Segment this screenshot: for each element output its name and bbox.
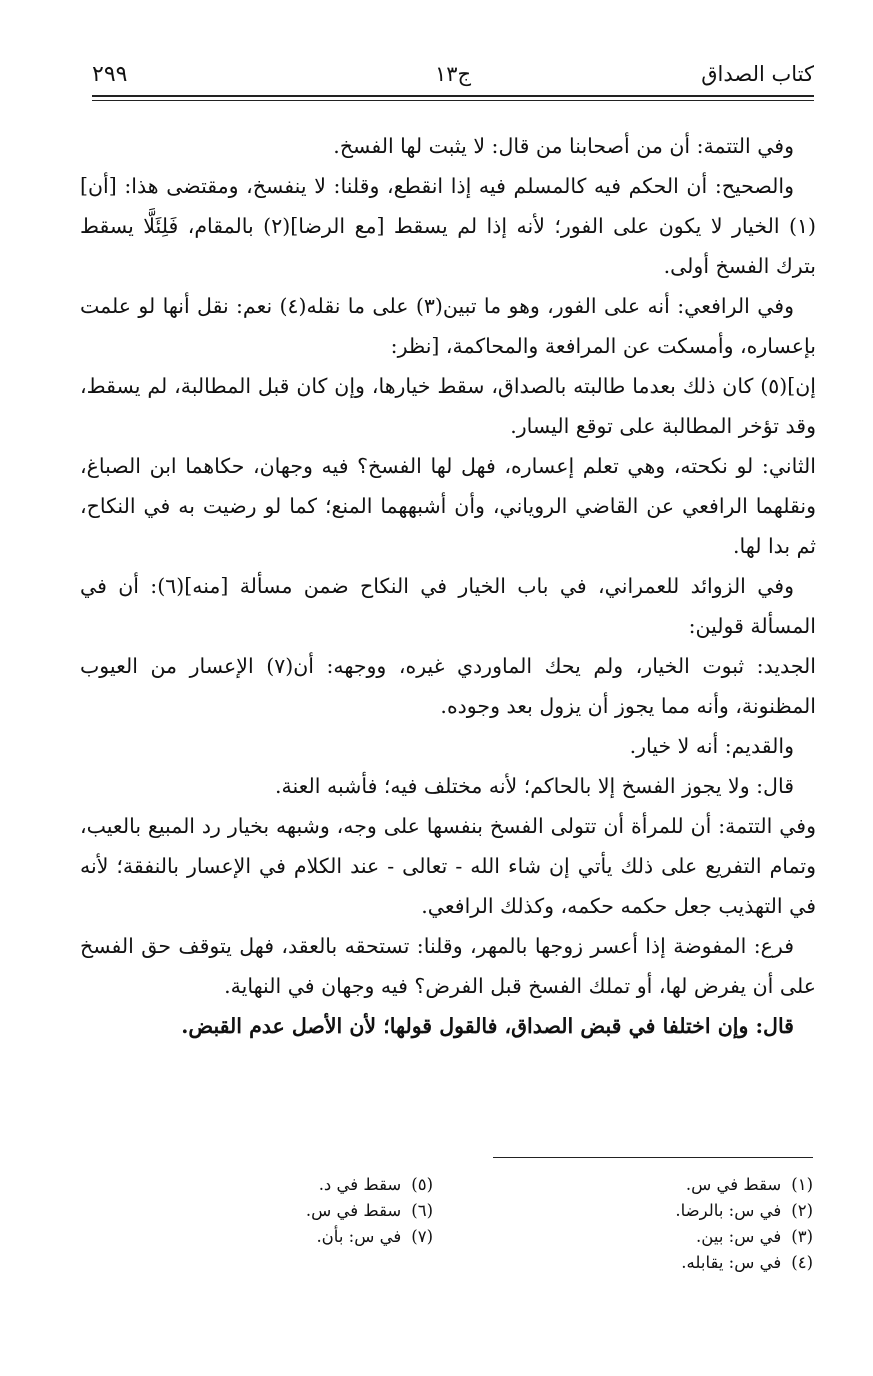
footnote-number: (٧) <box>411 1227 433 1246</box>
paragraph: وفي الرافعي: أنه على الفور، وهو ما تبين(٣) على ما نقله(٤) نعم: نقل أنها لو علمت بإعساره، وأمسكت عن المرافعة والمحاكمة، [نظر: <box>80 294 816 358</box>
footnote <box>173 1198 433 1224</box>
footnote-rule <box>493 1157 813 1158</box>
header-rule-thick <box>92 95 814 97</box>
footnote-number: (٢) <box>791 1201 813 1220</box>
volume-label: ج١٣ <box>434 62 472 86</box>
footnote <box>173 1172 433 1198</box>
paragraph: فرع: المفوضة إذا أعسر زوجها بالمهر، وقلنا: تستحقه بالعقد، فهل يتوقف حق الفسخ على أن يفرض لها، أو تملك الفسخ قبل الفرض؟ فيه وجهان في النهاية. <box>80 934 816 998</box>
footnote <box>513 1224 813 1250</box>
footnote <box>173 1224 433 1250</box>
footnote-text: في س: يقابله. <box>681 1253 782 1272</box>
footnote <box>513 1198 813 1224</box>
footnote-number: (٥) <box>411 1175 433 1194</box>
footnote-text: في س: بأن. <box>316 1227 402 1246</box>
footnote-number: (١) <box>791 1175 813 1194</box>
footnotes-column-left <box>173 1172 433 1250</box>
footnote-number: (٦) <box>411 1201 433 1220</box>
paragraph: إن](٥) كان ذلك بعدما طالبته بالصداق، سقط خيارها، وإن كان قبل المطالبة، لم يسقط، وقد تؤخر المطالبة على توقع اليسار. <box>80 374 816 438</box>
paragraph: قال: ولا يجوز الفسخ إلا بالحاكم؛ لأنه مختلف فيه؛ فأشبه العنة. <box>274 774 794 798</box>
footnote-text: سقط في د. <box>318 1175 402 1194</box>
paragraph: الجديد: ثبوت الخيار، ولم يحك الماوردي غيره، ووجهه: أن(٧) الإعسار من العيوب المظنونة، وأنه مما يجوز أن يزول بعد وجوده. <box>80 654 816 718</box>
footnote-text: في س: بين. <box>696 1227 782 1246</box>
footnotes-column-right <box>513 1172 813 1276</box>
paragraph: والقديم: أنه لا خيار. <box>629 734 794 758</box>
footnote-text: سقط في س. <box>685 1175 782 1194</box>
paragraph: والصحيح: أن الحكم فيه كالمسلم فيه إذا انقطع، وقلنا: لا ينفسخ، ومقتضى هذا: [أن](١) الخيار لا يكون على الفور؛ لأنه إذا لم يسقط [مع الرضا](٢) بالمقام، فَلِئَلَّا يسقط بترك الفسخ أولى. <box>80 174 816 278</box>
matn-paragraph: قال: وإن اختلفا في قبض الصداق، فالقول قولها؛ لأن الأصل عدم القبض. <box>181 1014 794 1038</box>
footnote-text: في س: بالرضا. <box>675 1201 782 1220</box>
footnote <box>513 1172 813 1198</box>
paragraph: وفي التتمة: أن للمرأة أن تتولى الفسخ بنفسها على وجه، وشبهه بخيار رد المبيع بالعيب، وتمام التفريع على ذلك يأتي إن شاء الله - تعالى - عند الكلام في الإعسار بالنفقة؛ لأنه في التهذيب جعل حكمه حكمه، وكذلك الرافعي. <box>80 814 816 918</box>
main-text <box>80 126 816 1046</box>
footnote-text: سقط في س. <box>305 1201 402 1220</box>
header-rule-thin <box>92 100 814 101</box>
footnote <box>513 1250 813 1276</box>
paragraph: الثاني: لو نكحته، وهي تعلم إعساره، فهل لها الفسخ؟ فيه وجهان، حكاهما ابن الصباغ، ونقلهما الرافعي عن القاضي الروياني، وأن أشبههما المنع؛ كما لو رضيت به في النكاح، ثم بدا لها. <box>80 454 816 558</box>
footnote-number: (٤) <box>791 1253 813 1272</box>
page-number: ٢٩٩ <box>92 62 128 87</box>
footnote-number: (٣) <box>791 1227 813 1246</box>
book-title: كتاب الصداق <box>701 62 814 86</box>
paragraph: وفي الزوائد للعمراني، في باب الخيار في النكاح ضمن مسألة [منه](٦): أن في المسألة قولين: <box>80 574 816 638</box>
running-header <box>92 62 814 92</box>
paragraph: وفي التتمة: أن من أصحابنا من قال: لا يثبت لها الفسخ. <box>333 134 794 158</box>
